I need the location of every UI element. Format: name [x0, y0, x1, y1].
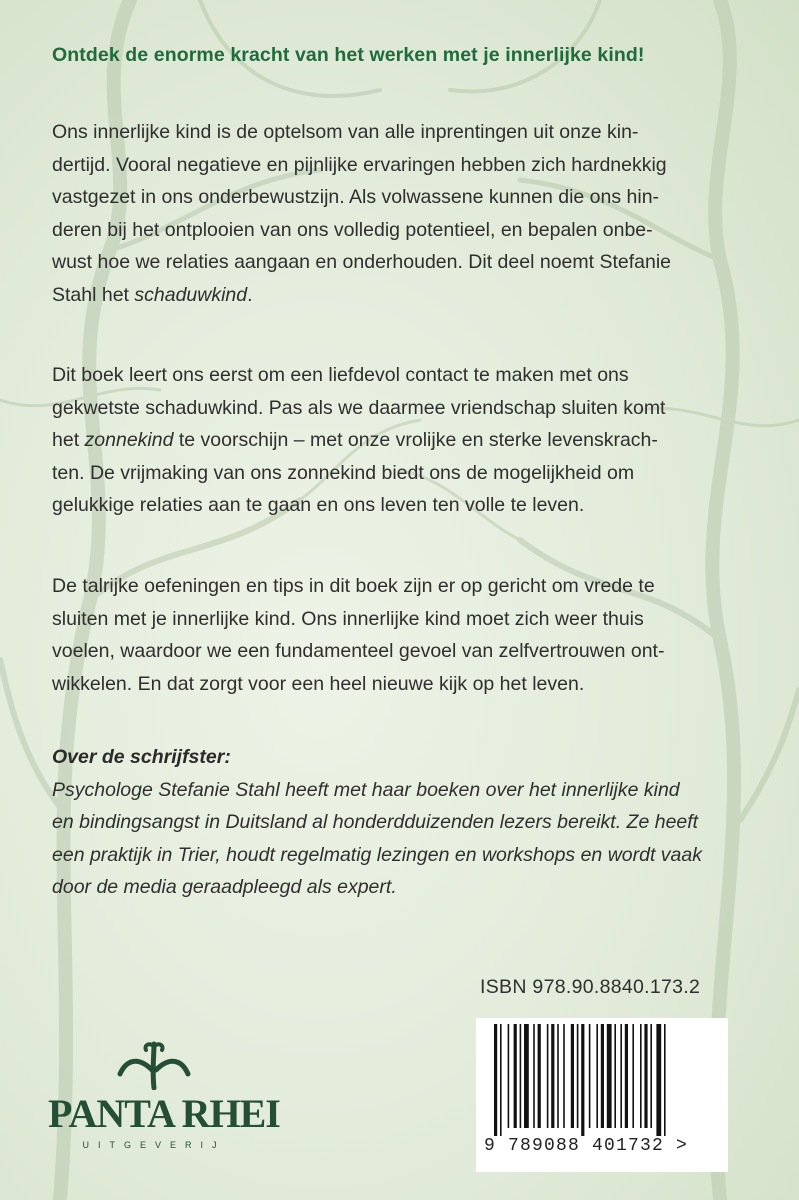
text-line: gelukkige relaties aan te gaan en ons leven ten volle te leven. [52, 494, 585, 516]
text-line [52, 279, 752, 312]
barcode-bar [500, 1024, 502, 1136]
publisher-logo [48, 1040, 280, 1160]
text-segment: Stahl het [52, 283, 135, 306]
barcode-bar [607, 1024, 612, 1128]
barcode-bar [577, 1024, 579, 1128]
barcode-bar [533, 1024, 535, 1128]
barcode-bar [514, 1024, 517, 1128]
barcode-digits: 9 789088 401732 > [484, 1136, 689, 1156]
barcode-bar [596, 1024, 598, 1128]
publisher-name: PANTA RHEI [48, 1091, 280, 1136]
text-line: deren bij het ontplooien van ons volledig potentieel, en bepalen onbe- [52, 218, 653, 241]
barcode-bar [644, 1024, 647, 1128]
text-line: wust hoe we relaties aangaan en onderhouden. Dit deel noemt Stefanie [52, 251, 672, 273]
barcode-bar [625, 1024, 628, 1128]
barcode-bar [494, 1024, 497, 1136]
paragraph-sunchild [52, 359, 752, 522]
text-line: ten. De vrijmaking van ons zonnekind biedt ons de mogelijkheid om [52, 461, 635, 484]
barcode-bar [589, 1024, 591, 1128]
barcode-bar [508, 1024, 510, 1128]
paragraph-exercises [52, 570, 752, 700]
barcode-bar [620, 1024, 622, 1128]
text-segment: te voorschijn – met onze vrolijke en sterke levenskrach- [173, 429, 658, 451]
about-author [52, 741, 752, 904]
italic-term-zonnekind: zonnekind [84, 429, 174, 451]
text-line: sluiten met je innerlijke kind. Ons innerlijke kind moet zich weer thuis [52, 607, 644, 630]
isbn-number: ISBN 978.90.8840.173.2 [480, 976, 701, 998]
barcode-bar [571, 1024, 574, 1128]
text-line: Psychologe Stefanie Stahl heeft met haar boeken over het innerlijke kind [52, 778, 680, 801]
text-line: Dit boek leert ons eerst om een liefdevol contact te maken met ons [52, 364, 629, 386]
text-segment: . [247, 283, 253, 306]
barcode-bar [650, 1024, 652, 1128]
text-segment: het [52, 429, 85, 451]
text-line: Ons innerlijke kind is de optelsom van alle inprentingen uit onze kin- [52, 121, 639, 143]
paragraph-intro [52, 116, 752, 311]
publisher-subtitle: UITGEVERIJ [82, 1140, 226, 1150]
text-line: voelen, waardoor we een fundamenteel gevoel van zelfvertrouwen ont- [52, 640, 665, 662]
barcode-bar [538, 1024, 541, 1128]
text-line: De talrijke oefeningen en tips in dit boek zijn er op gericht om vrede te [52, 575, 655, 597]
headline: Ontdek de enorme kracht van het werken met je innerlijke kind! [52, 44, 645, 66]
barcode-bars [490, 1024, 714, 1136]
barcode-bar [656, 1024, 661, 1136]
text-line: en bindingsangst in Duitsland al honderdduizenden lezers bereikt. Ze heeft [52, 811, 699, 833]
barcode [476, 1018, 728, 1172]
barcode-bar [601, 1024, 604, 1128]
text-line: wikkelen. En dat zorgt voor een heel nieuwe kijk op het leven. [52, 672, 585, 695]
barcode-bar [547, 1024, 549, 1128]
barcode-bar [524, 1024, 529, 1128]
barcode-bar [551, 1024, 554, 1128]
text-line: een praktijk in Trier, houdt regelmatig lezingen en workshops en wordt vaak [52, 843, 702, 866]
barcode-bar [581, 1024, 584, 1136]
barcode-bar [520, 1024, 522, 1128]
barcode-bar [664, 1024, 666, 1136]
text-line: vastgezet in ons onderbewustzijn. Als volwassene kunnen die ons hin- [52, 186, 660, 208]
barcode-bar [563, 1024, 565, 1128]
text-line [52, 424, 752, 457]
fountain-icon [114, 1040, 194, 1090]
about-author-title: Over de schrijfster: [52, 746, 231, 768]
italic-term-schaduwkind: schaduwkind [134, 283, 248, 306]
text-line: dertijd. Vooral negatieve en pijnlijke ervaringen hebben zich hardnekkig [52, 153, 667, 176]
text-line: gekwetste schaduwkind. Pas als we daarmee vriendschap sluiten komt [52, 396, 666, 419]
barcode-bar [640, 1024, 642, 1128]
text-line: door de media geraadpleegd als expert. [52, 876, 397, 898]
barcode-bar [632, 1024, 634, 1128]
barcode-bar [557, 1024, 559, 1128]
barcode-bar [614, 1024, 616, 1128]
